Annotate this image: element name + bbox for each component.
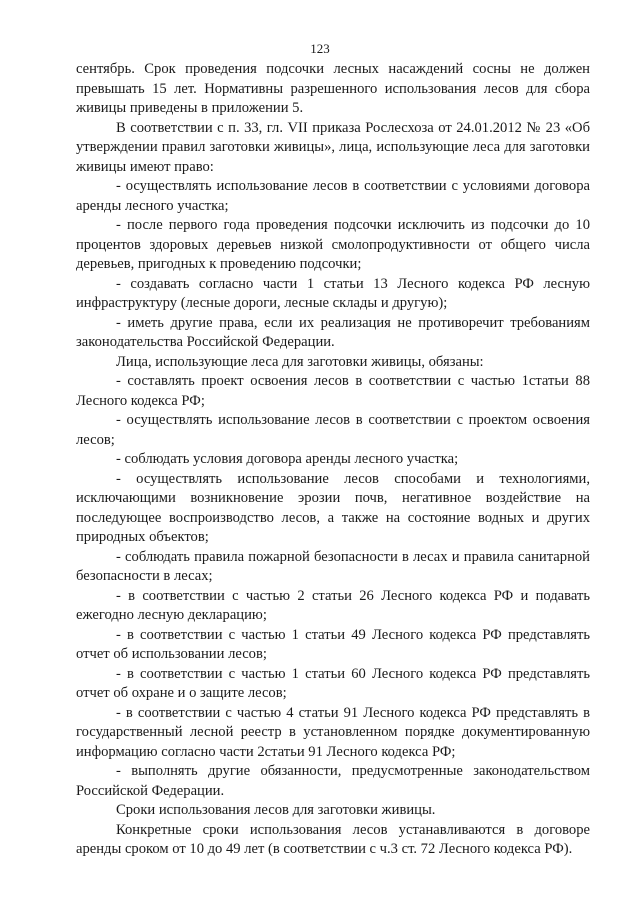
paragraph: Конкретные сроки использования лесов устанавливаются в договоре аренды сроком от 10 до 49 лет (в соответствии с ч.3 ст. 72 Лесного кодекса РФ). bbox=[76, 821, 590, 857]
list-item: - создавать согласно части 1 статьи 13 Лесного кодекса РФ лесную инфраструктуру (лесные дороги, лесные склады и другую); bbox=[76, 275, 590, 311]
document-body bbox=[76, 60, 590, 860]
list-item: - составлять проект освоения лесов в соответствии с частью 1статьи 88 Лесного кодекса РФ; bbox=[76, 373, 590, 409]
list-item: - осуществлять использование лесов способами и технологиями, исключающими возникновение эрозии почв, негативное воздействие на последующее воспроизводство лесов, а также на состояние водных и других природных объектов; bbox=[76, 470, 590, 545]
page-number: 123 bbox=[310, 41, 330, 56]
list-item: - в соответствии с частью 1 статьи 49 Лесного кодекса РФ представлять отчет об использовании лесов; bbox=[76, 626, 590, 662]
list-item: - иметь другие права, если их реализация не противоречит требованиям законодательства Российской Федерации. bbox=[76, 314, 590, 350]
list-item: - выполнять другие обязанности, предусмотренные законодательством Российской Федерации. bbox=[76, 763, 590, 799]
paragraph: В соответствии с п. 33, гл. VII приказа Рослесхоза от 24.01.2012 № 23 «Об утверждении правил заготовки живицы», лица, использующие леса для заготовки живицы имеют право: bbox=[76, 119, 590, 175]
list-item: - в соответствии с частью 4 статьи 91 Лесного кодекса РФ представлять в государственный лесной реестр в установленном порядке документированную информацию согласно части 2статьи 91 Лесного кодекса РФ; bbox=[76, 704, 590, 760]
list-item: - осуществлять использование лесов в соответствии с условиями договора аренды лесного участка; bbox=[76, 178, 590, 214]
paragraph: сентябрь. Срок проведения подсочки лесных насаждений сосны не должен превышать 15 лет. Нормативны разрешенного использования лесов для сбора живицы приведены в приложении 5. bbox=[76, 61, 590, 116]
list-item: - соблюдать правила пожарной безопасности в лесах и правила санитарной безопасности в лесах; bbox=[76, 548, 590, 584]
list-item: - осуществлять использование лесов в соответствии с проектом освоения лесов; bbox=[76, 412, 590, 448]
list-item: - соблюдать условия договора аренды лесного участка; bbox=[116, 451, 459, 467]
list-item: - после первого года проведения подсочки исключить из подсочки до 10 процентов здоровых деревьев низкой смолопродуктивности от общего числа деревьев, пригодных к проведению подсочки; bbox=[76, 217, 590, 272]
paragraph: Лица, использующие леса для заготовки живицы, обязаны: bbox=[116, 353, 484, 370]
section-heading: Сроки использования лесов для заготовки живицы. bbox=[116, 802, 436, 818]
list-item: - в соответствии с частью 2 статьи 26 Лесного кодекса РФ и подавать ежегодно лесную декларацию; bbox=[76, 587, 590, 623]
list-item: - в соответствии с частью 1 статьи 60 Лесного кодекса РФ представлять отчет об охране и о защите лесов; bbox=[76, 665, 590, 701]
